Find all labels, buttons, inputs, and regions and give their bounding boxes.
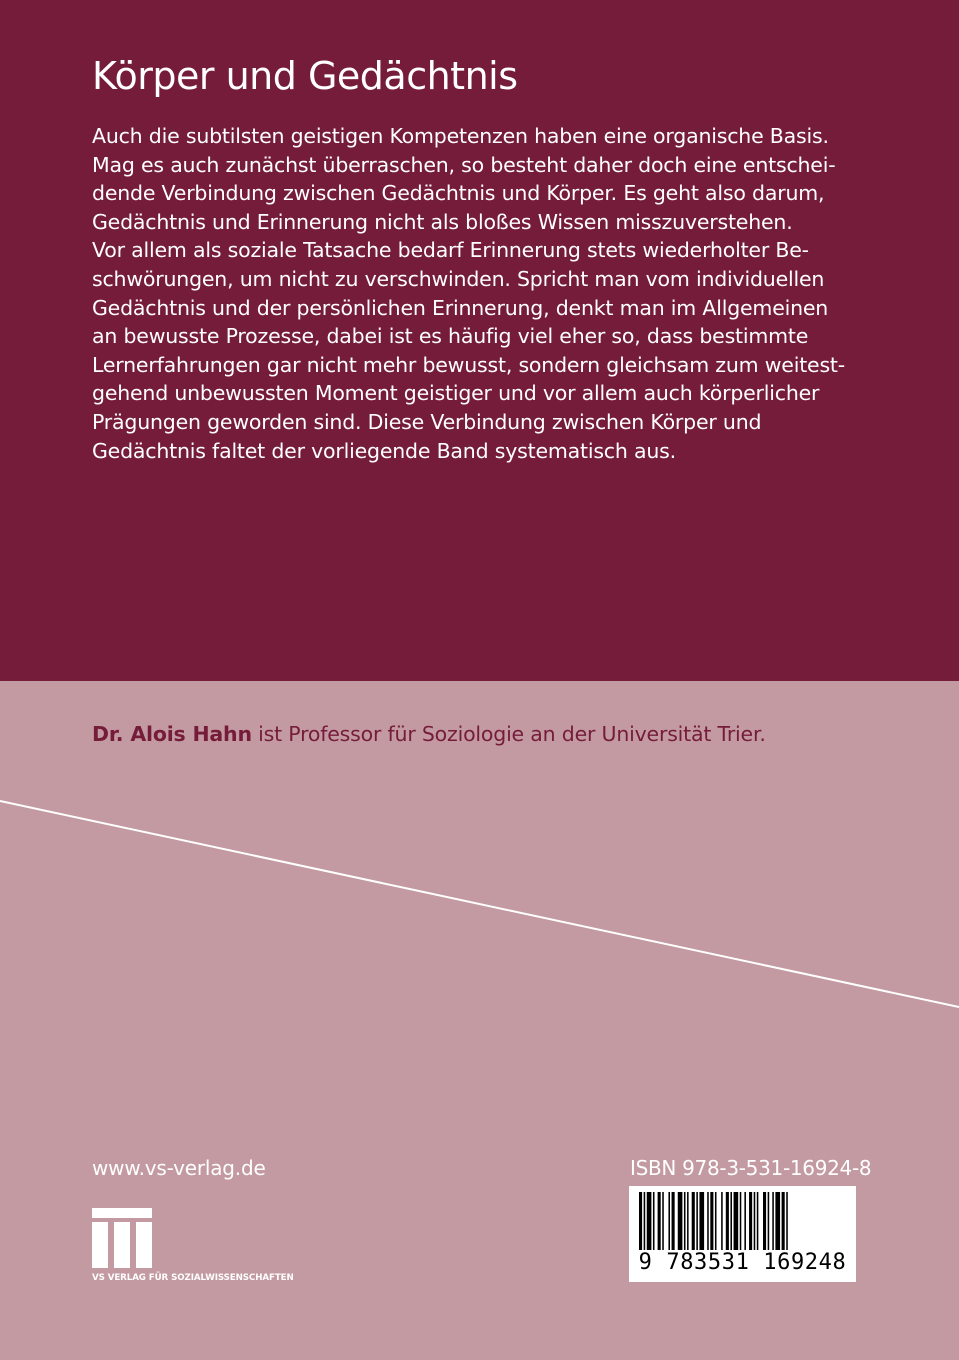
barcode-bar xyxy=(786,1192,788,1250)
blurb-line: schwörungen, um nicht zu verschwinden. Spricht man vom individuellen xyxy=(92,266,825,291)
author-name: Dr. Alois Hahn xyxy=(92,722,252,746)
barcode-bar xyxy=(684,1192,686,1250)
barcode-bar xyxy=(710,1192,713,1250)
author-description: ist Professor für Soziologie an der Universität Trier. xyxy=(251,722,766,746)
barcode-bar xyxy=(754,1192,756,1250)
blurb-line: Vor allem als soziale Tatsache bedarf Erinnerung stets wiederholter Be- xyxy=(92,238,809,263)
blurb-line: dende Verbindung zwischen Gedächtnis und Körper. Es geht also darum, xyxy=(92,181,825,206)
barcode-bar xyxy=(715,1192,717,1250)
barcode-bar xyxy=(639,1192,642,1250)
decorative-diagonal-line xyxy=(0,790,959,1020)
barcode-bar xyxy=(749,1192,752,1250)
barcode-bars xyxy=(639,1192,846,1250)
barcode-bar xyxy=(644,1192,646,1250)
blurb-line: Auch die subtilsten geistigen Kompetenzen haben eine organische Basis. xyxy=(92,124,829,148)
barcode-bar xyxy=(757,1192,759,1250)
blurb-line: gehend unbewussten Moment geistiger und vor allem auch körperlicher xyxy=(92,381,820,406)
isbn-label: ISBN 978-3-531-16924-8 xyxy=(630,1156,872,1180)
barcode-bar xyxy=(653,1192,655,1250)
barcode-bar xyxy=(726,1192,729,1250)
barcode xyxy=(629,1186,856,1282)
vs-verlag-logo-icon xyxy=(92,1208,154,1270)
barcode-bar xyxy=(699,1192,704,1250)
book-title: Körper und Gedächtnis xyxy=(92,54,518,98)
barcode-bar xyxy=(744,1192,746,1250)
barcode-bar xyxy=(772,1192,774,1250)
barcode-bar xyxy=(647,1192,652,1250)
publisher-name: VS VERLAG FÜR SOZIALWISSENSCHAFTEN xyxy=(92,1273,294,1283)
barcode-bar xyxy=(658,1192,661,1250)
barcode-bar xyxy=(734,1192,739,1250)
blurb-line: Gedächtnis und Erinnerung nicht als bloßes Wissen misszuverstehen. xyxy=(92,209,793,234)
barcode-bar xyxy=(740,1192,742,1250)
barcode-bar xyxy=(775,1192,780,1250)
blurb-line: Lernerfahrungen gar nicht mehr bewusst, sondern gleichsam zum weitest- xyxy=(92,352,845,377)
barcode-bar xyxy=(662,1192,664,1250)
barcode-bar xyxy=(768,1192,770,1250)
publisher-website: www.vs-verlag.de xyxy=(92,1156,266,1180)
blurb-text xyxy=(92,122,882,465)
barcode-bar xyxy=(668,1192,670,1250)
blurb-line: Mag es auch zunächst überraschen, so besteht daher doch eine entschei- xyxy=(92,152,836,177)
barcode-bar xyxy=(763,1192,766,1250)
barcode-digits: 9 783531 169248 xyxy=(638,1250,847,1275)
barcode-bar xyxy=(678,1192,683,1250)
barcode-bar xyxy=(672,1192,675,1250)
author-bio xyxy=(92,720,766,748)
barcode-bar xyxy=(782,1192,785,1250)
blurb-line: Gedächtnis und der persönlichen Erinnerung, denkt man im Allgemeinen xyxy=(92,295,829,320)
blurb-line: Prägungen geworden sind. Diese Verbindung zwischen Körper und xyxy=(92,409,762,434)
barcode-bar xyxy=(730,1192,732,1250)
blurb-line: an bewusste Prozesse, dabei ist es häufig viel eher so, dass bestimmte xyxy=(92,324,809,349)
barcode-bar xyxy=(687,1192,689,1250)
barcode-bar xyxy=(696,1192,698,1250)
barcode-bar xyxy=(721,1192,723,1250)
barcode-bar xyxy=(707,1192,709,1250)
blurb-line: Gedächtnis faltet der vorliegende Band systematisch aus. xyxy=(92,438,676,463)
barcode-bar xyxy=(692,1192,695,1250)
